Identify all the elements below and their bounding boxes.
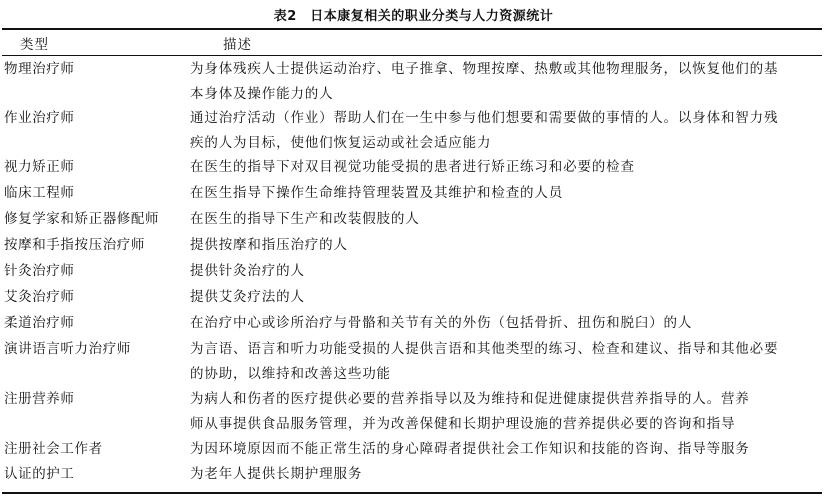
table-body: [0, 57, 827, 487]
description-line: 提供按摩和指压治疗的人: [190, 237, 348, 253]
row-type: 针灸治疗师: [4, 263, 75, 279]
table-row: [0, 233, 827, 259]
row-type: 按摩和手指按压治疗师: [4, 237, 145, 253]
row-description: [190, 233, 348, 258]
table-row: [0, 207, 827, 233]
row-description: [190, 437, 750, 462]
table-top-rule: [2, 28, 822, 30]
description-line: 为病人和伤者的医疗提供必要的营养指导以及为维持和促进健康提供营养指导的人。营养: [190, 391, 750, 407]
description-line: 师从事提供食品服务管理，并为改善保健和长期护理设施的营养提供必要的咨询和指导: [190, 415, 736, 432]
row-type: 视力矫正师: [4, 159, 75, 175]
description-line: 通过治疗活动（作业）帮助人们在一生中参与他们想要和需要做的事情的人。以身体和智力残: [190, 110, 779, 126]
description-line: 的协助，以维持和改善这些功能: [190, 365, 391, 382]
row-type: 注册社会工作者: [4, 441, 103, 457]
table-header-rule: [2, 55, 822, 56]
table-row: [0, 462, 827, 487]
table-row: [0, 437, 827, 462]
column-header-type: 类型: [20, 37, 49, 53]
row-type: 物理治疗师: [4, 61, 75, 77]
table-row: [0, 181, 827, 207]
table-row: [0, 337, 827, 387]
description-line: 疾的人为目标，使他们恢复运动或社会适应能力: [190, 134, 492, 151]
row-type: 注册营养师: [4, 391, 75, 407]
row-type: 修复学家和矫正器修配师: [4, 211, 160, 227]
row-type: 柔道治疗师: [4, 315, 75, 331]
description-line: 在医生指导下操作生命维持管理装置及其维护和检查的人员: [190, 185, 564, 201]
row-description: [190, 462, 362, 487]
table-row: [0, 57, 827, 106]
row-description: [190, 155, 635, 180]
table-row: [0, 387, 827, 437]
row-description: [190, 259, 305, 284]
description-line: 为因环境原因而不能正常生活的身心障碍者提供社会工作知识和技能的咨询、指导等服务: [190, 441, 750, 457]
description-line: 提供艾灸疗法的人: [190, 289, 305, 305]
table-row: [0, 285, 827, 311]
row-description: [190, 207, 420, 232]
row-description: [190, 106, 778, 155]
row-description: [190, 181, 563, 206]
row-description: [190, 387, 750, 436]
description-line: 在医生的指导下对双目视觉功能受损的患者进行矫正练习和必要的检查: [190, 159, 635, 175]
description-line: 提供针灸治疗的人: [190, 263, 305, 279]
table-row: [0, 311, 827, 337]
table-caption: 表2 日本康复相关的职业分类与人力资源统计: [273, 9, 554, 24]
description-line: 本身体及操作能力的人: [190, 85, 334, 102]
description-line: 在治疗中心或诊所治疗与骨骼和关节有关的外伤（包括骨折、扭伤和脱臼）的人: [190, 315, 693, 331]
description-line: 为身体残疾人士提供运动治疗、电子推拿、物理按摩、热敷或其他物理服务，以恢复他们的基: [190, 61, 779, 77]
column-header-description: 描述: [223, 37, 252, 53]
row-description: [190, 57, 778, 106]
table-row: [0, 106, 827, 155]
table-bottom-rule: [2, 492, 822, 494]
table-row: [0, 155, 827, 181]
row-description: [190, 337, 778, 386]
row-description: [190, 285, 305, 310]
row-type: 作业治疗师: [4, 110, 75, 126]
description-line: 为言语、语言和听力功能受损的人提供言语和其他类型的练习、检查和建议、指导和其他必要: [190, 341, 779, 357]
description-line: 在医生的指导下生产和改装假肢的人: [190, 211, 420, 227]
row-type: 艾灸治疗师: [4, 289, 75, 305]
description-line: 为老年人提供长期护理服务: [190, 466, 363, 482]
row-type: 认证的护工: [4, 466, 75, 482]
table-row: [0, 259, 827, 285]
row-type: 临床工程师: [4, 185, 75, 201]
row-type: 演讲语言听力治疗师: [4, 341, 131, 357]
row-description: [190, 311, 692, 336]
